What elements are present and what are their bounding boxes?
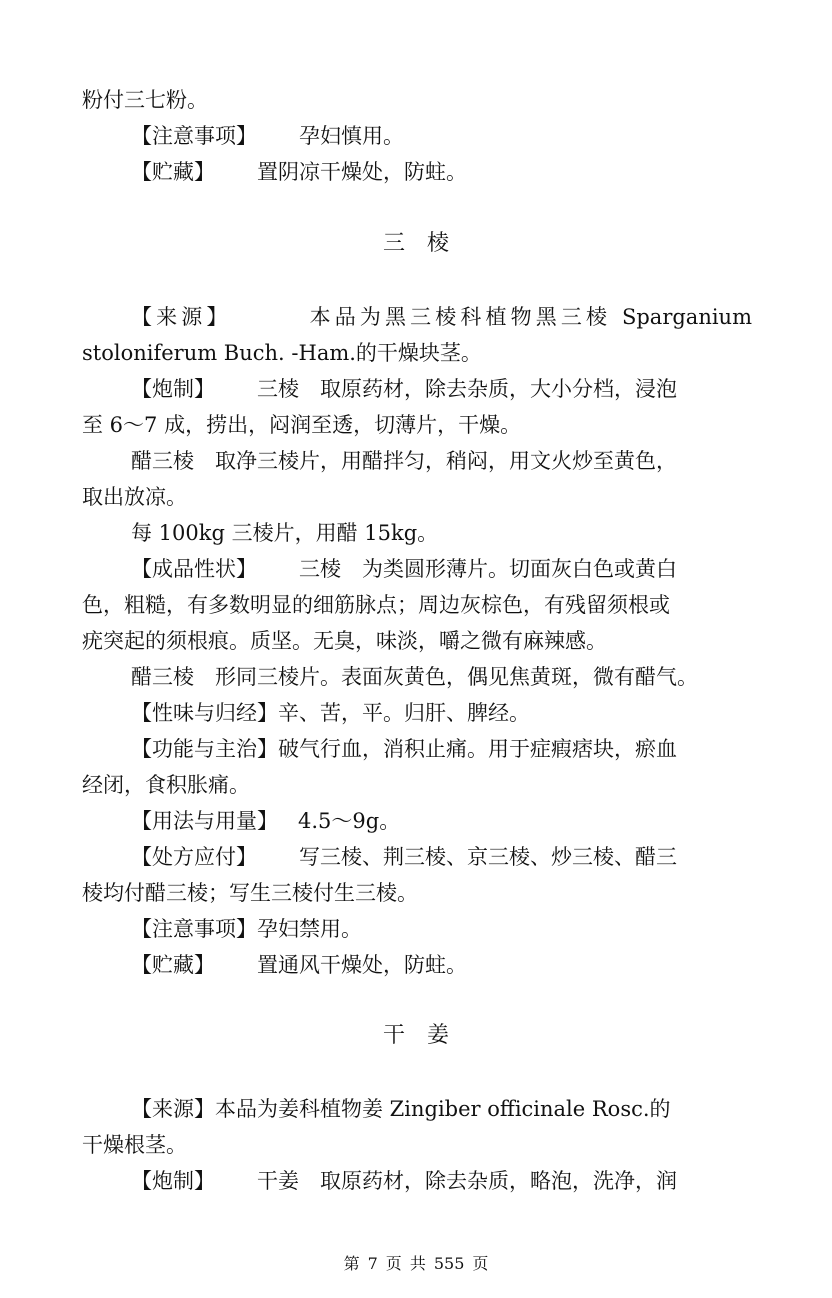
text-line [131, 950, 752, 980]
section-label: 【炮制】 [131, 1169, 215, 1193]
section-label: 【来源】 [131, 305, 232, 329]
section-label: 【用法与用量】 [131, 809, 278, 833]
section-text: 三棱 取原药材，除去杂质，大小分档，浸泡 [257, 377, 677, 401]
text-line: 色，粗糙，有多数明显的细筋脉点；周边灰棕色，有残留须根或 [82, 593, 670, 617]
footer-suffix: 页 [472, 1254, 489, 1273]
text-line [131, 554, 752, 584]
text-line: 粉付三七粉。 [82, 88, 208, 112]
text-line: 棱均付醋三棱；写生三棱付生三棱。 [82, 881, 418, 905]
section-text: 本品为黑三棱科植物黑三棱 Sparganium [305, 305, 752, 329]
text-line [131, 1166, 752, 1196]
section-label: 【成品性状】 [131, 557, 257, 581]
section-label: 【炮制】 [131, 377, 215, 401]
section-text: 4.5～9g。 [298, 809, 401, 833]
section-text: 三棱 为类圆形薄片。切面灰白色或黄白 [299, 557, 677, 581]
section-title-ganjiang: 干 姜 [382, 1023, 449, 1048]
footer-page-number: 7 [367, 1254, 378, 1273]
text-line [131, 302, 752, 332]
text-line: 醋三棱 形同三棱片。表面灰黄色，偶见焦黄斑，微有醋气。 [131, 665, 698, 689]
text-line [131, 157, 752, 187]
text-line: 醋三棱 取净三棱片，用醋拌匀，稍闷，用文火炒至黄色， [131, 449, 677, 473]
text-line: 干燥根茎。 [82, 1133, 187, 1157]
text-line [131, 806, 752, 836]
footer-prefix: 第 [343, 1254, 360, 1273]
section-label: 【贮藏】 [131, 160, 215, 184]
text-line [131, 121, 752, 151]
text-line: 【功能与主治】破气行血，消积止痛。用于症瘕痞块，瘀血 [131, 737, 677, 761]
text-line: 每 100kg 三棱片，用醋 15kg。 [131, 521, 439, 545]
section-text: 干姜 取原药材，除去杂质，略泡，洗净，润 [257, 1169, 677, 1193]
section-text: 写三棱、荆三棱、京三棱、炒三棱、醋三 [299, 845, 677, 869]
text-line: 【性味与归经】辛、苦，平。归肝、脾经。 [131, 701, 530, 725]
section-text: 孕妇慎用。 [299, 124, 404, 148]
text-line: 至 6～7 成，捞出，闷润至透，切薄片，干燥。 [82, 413, 522, 437]
text-line [131, 374, 752, 404]
footer-total-word: 共 [409, 1254, 426, 1273]
text-line: 【注意事项】孕妇禁用。 [131, 917, 362, 941]
section-label: 【注意事项】 [131, 124, 257, 148]
footer-total-pages: 555 [433, 1254, 465, 1273]
footer-page-word: 页 [385, 1254, 402, 1273]
text-line: 经闭，食积胀痛。 [82, 773, 250, 797]
section-label: 【贮藏】 [131, 953, 215, 977]
text-line: 【来源】本品为姜科植物姜 Zingiber officinale Rosc.的 [131, 1097, 671, 1121]
section-text: 置通风干燥处，防蛀。 [257, 953, 467, 977]
section-label: 【处方应付】 [131, 845, 257, 869]
text-line [131, 842, 752, 872]
text-line: stoloniferum Buch. -Ham.的干燥块茎。 [82, 341, 482, 365]
page-footer [0, 1253, 832, 1275]
section-text: 置阴凉干燥处，防蛀。 [257, 160, 467, 184]
section-title-sanleng: 三 棱 [382, 231, 449, 256]
text-line: 取出放凉。 [82, 485, 187, 509]
text-line: 疣突起的须根痕。质坚。无臭，味淡，嚼之微有麻辣感。 [82, 629, 607, 653]
